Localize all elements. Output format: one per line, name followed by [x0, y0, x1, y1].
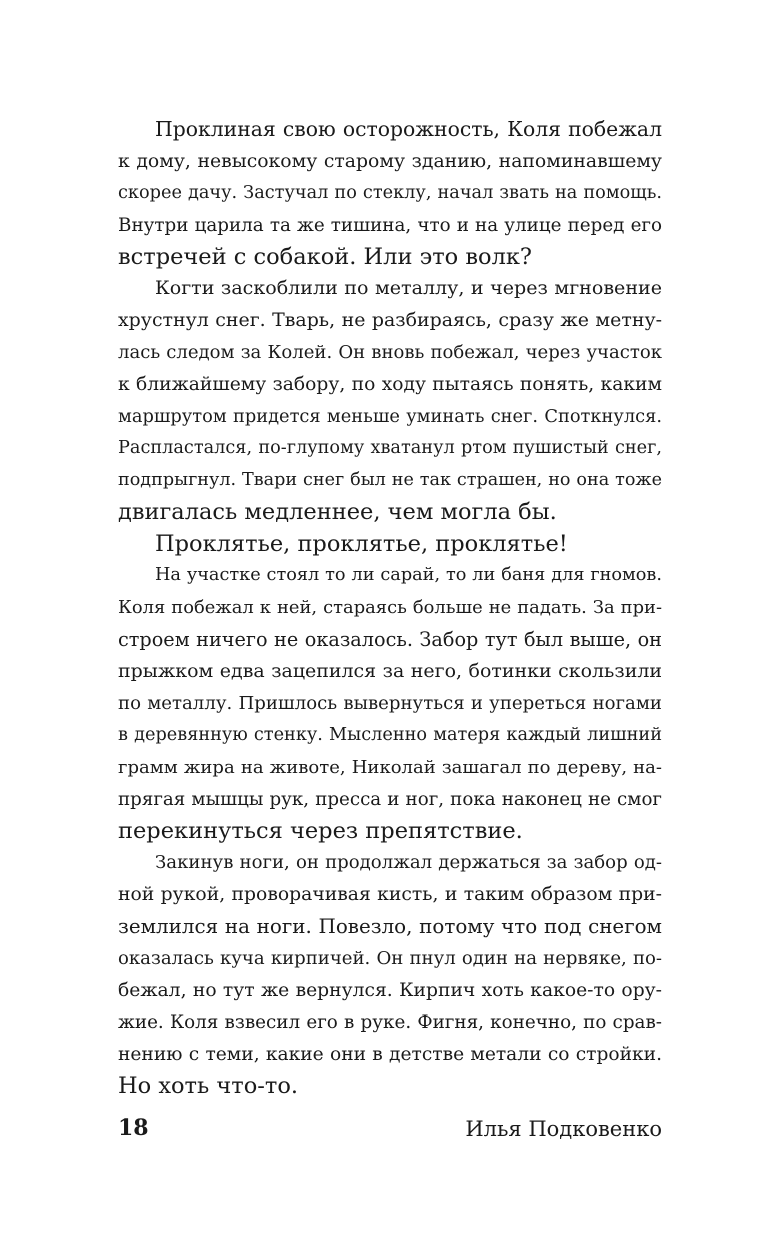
- text-line: строем ничего не оказалось. Забор тут был выше, он: [118, 628, 662, 652]
- text-line: маршрутом придется меньше уминать снег. Споткнулся.: [118, 406, 662, 428]
- text-line: Но хоть что-то.: [118, 1072, 299, 1099]
- page-footer: [118, 1115, 662, 1151]
- text-line: лась следом за Колей. Он вновь побежал, через участок: [118, 342, 662, 364]
- text-line: подпрыгнул. Твари снег был не так страшен, но она тоже: [118, 469, 662, 490]
- running-head-author: Илья Подковенко: [465, 1117, 662, 1141]
- text-line: Коля побежал к ней, стараясь больше не падать. За при-: [118, 597, 662, 619]
- text-line: перекинуться через препятствие.: [118, 817, 523, 844]
- text-line: Проклятье, проклятье, проклятье!: [155, 530, 568, 557]
- text-line: по металлу. Пришлось вывернуться и упереться ногами: [118, 693, 662, 715]
- text-line: землился на ноги. Повезло, потому что под снегом: [118, 915, 662, 939]
- text-line: бежал, но тут же вернулся. Кирпич хоть какое-то ору-: [118, 980, 662, 1002]
- text-line: нению с теми, какие они в детстве метали со стройки.: [118, 1043, 662, 1065]
- body-text: [118, 114, 662, 1103]
- text-line: Проклиная свою осторожность, Коля побежал: [155, 117, 662, 141]
- text-line: двигалась медленнее, чем могла бы.: [118, 498, 557, 525]
- text-line: жие. Коля взвесил его в руке. Фигня, конечно, по срав-: [118, 1011, 662, 1033]
- text-line: оказалась куча кирпичей. Он пнул один на нервяке, по-: [118, 948, 662, 970]
- text-line: к дому, невысокому старому зданию, напоминавшему: [118, 150, 662, 172]
- text-line: в деревянную стенку. Мысленно матеря каждый лишний: [118, 724, 662, 745]
- text-line: На участке стоял то ли сарай, то ли баня для гномов.: [155, 565, 662, 586]
- text-line: Внутри царила та же тишина, что и на улице перед его: [118, 214, 662, 236]
- text-line: ной рукой, проворачивая кисть, и таким образом при-: [118, 884, 662, 906]
- text-line: скорее дачу. Застучал по стеклу, начал звать на помощь.: [118, 182, 662, 203]
- text-line: Распластался, по-глупому хватанул ртом пушистый снег,: [118, 437, 662, 458]
- text-line: Закинув ноги, он продолжал держаться за забор од-: [155, 852, 662, 874]
- text-line: хрустнул снег. Тварь, не разбираясь, сразу же метну-: [118, 309, 662, 332]
- text-line: прягая мышцы рук, пресса и ног, пока наконец не смог: [118, 788, 662, 810]
- text-line: прыжком едва зацепился за него, ботинки скользили: [118, 660, 662, 683]
- text-line: к ближайшему забору, по ходу пытаясь понять, каким: [118, 374, 662, 396]
- text-line: встречей с собакой. Или это волк?: [118, 243, 532, 270]
- text-line: Когти заскоблили по металлу, и через мгновение: [155, 277, 662, 300]
- page-number: 18: [118, 1115, 149, 1141]
- text-line: грамм жира на животе, Николай зашагал по дереву, на-: [118, 756, 662, 778]
